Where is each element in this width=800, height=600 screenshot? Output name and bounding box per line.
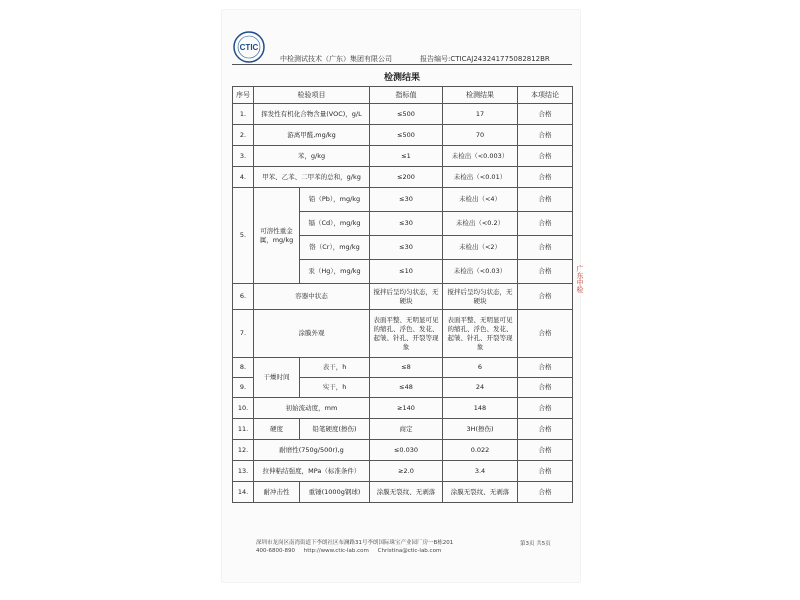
row-subitem: 表干，h — [300, 358, 370, 378]
row-no: 3. — [233, 146, 254, 167]
seal-stamp: 广东中检 — [576, 265, 584, 293]
row-conclusion: 合格 — [518, 236, 573, 260]
row-group: 可溶性重金属，mg/kg — [254, 188, 300, 284]
row-subitem: 重锤(1000g钢球) — [300, 482, 370, 503]
row-result: 6 — [443, 358, 518, 378]
row-no: 11. — [233, 419, 254, 440]
row-result: 24 — [443, 378, 518, 398]
row-result: 表面平整、无明显可见的缩孔、浮色、发花、起皱、针孔、开裂等现象 — [443, 310, 518, 358]
row-no: 13. — [233, 461, 254, 482]
row-spec: ≤500 — [370, 125, 443, 146]
row-conclusion: 合格 — [518, 188, 573, 212]
header-divider — [232, 64, 572, 65]
row-conclusion: 合格 — [518, 440, 573, 461]
results-table — [232, 86, 573, 503]
row-no: 9. — [233, 378, 254, 398]
row-spec: ≤30 — [370, 236, 443, 260]
footer-web: http://www.ctic-lab.com — [303, 548, 369, 554]
table-row — [233, 167, 573, 188]
row-subitem: 铬（Cr），mg/kg — [300, 236, 370, 260]
row-spec: ≤30 — [370, 212, 443, 236]
row-result: 涂膜无裂纹、无剥落 — [443, 482, 518, 503]
row-item: 初始流动度，mm — [254, 398, 370, 419]
row-result: 未检出（<2） — [443, 236, 518, 260]
row-conclusion: 合格 — [518, 212, 573, 236]
row-spec: 商定 — [370, 419, 443, 440]
row-spec: 表面平整、无明显可见的缩孔、浮色、发花、起皱、针孔、开裂等现象 — [370, 310, 443, 358]
row-item: 苯，g/kg — [254, 146, 370, 167]
row-conclusion: 合格 — [518, 310, 573, 358]
row-spec: ≥140 — [370, 398, 443, 419]
row-item: 拉伸粘结强度，MPa（标准条件） — [254, 461, 370, 482]
row-result: 搅拌后呈均匀状态，无硬块 — [443, 284, 518, 310]
table-row — [233, 419, 573, 440]
row-conclusion: 合格 — [518, 419, 573, 440]
row-spec: ≤30 — [370, 188, 443, 212]
table-row — [233, 482, 573, 503]
table-row — [233, 440, 573, 461]
row-spec: ≤8 — [370, 358, 443, 378]
row-spec: 涂膜无裂纹、无剥落 — [370, 482, 443, 503]
row-item: 容器中状态 — [254, 284, 370, 310]
row-conclusion: 合格 — [518, 284, 573, 310]
row-result: 0.022 — [443, 440, 518, 461]
row-result: 未检出（<0.01） — [443, 167, 518, 188]
page-title: 检测结果 — [383, 73, 420, 83]
row-conclusion: 合格 — [518, 398, 573, 419]
row-subitem: 镉（Cd），mg/kg — [300, 212, 370, 236]
footer-phone: 400-6800-890 — [256, 548, 295, 554]
row-group: 硬度 — [254, 419, 300, 440]
row-spec: ≤1 — [370, 146, 443, 167]
row-conclusion: 合格 — [518, 125, 573, 146]
table-row — [233, 146, 573, 167]
row-no: 8. — [233, 358, 254, 378]
table-row — [233, 461, 573, 482]
row-item: 挥发性有机化合物含量(VOC)，g/L — [254, 104, 370, 125]
row-conclusion: 合格 — [518, 378, 573, 398]
row-result: 17 — [443, 104, 518, 125]
row-result: 148 — [443, 398, 518, 419]
footer-address: 深圳市龙岗区南湾街道下李朗社区布澜路31号李朗国际珠宝产业园厂房一B栋201 — [256, 540, 454, 546]
page-number: 第3页 共5页 — [520, 541, 551, 547]
row-no: 5. — [233, 188, 254, 284]
row-no: 14. — [233, 482, 254, 503]
row-item: 涂膜外观 — [254, 310, 370, 358]
row-result: 未检出（<4） — [443, 188, 518, 212]
row-spec: ≤10 — [370, 260, 443, 284]
col-header-conclusion: 本项结论 — [518, 87, 573, 104]
row-conclusion: 合格 — [518, 358, 573, 378]
table-header-row — [233, 87, 573, 104]
table-row — [233, 398, 573, 419]
row-spec: ≤0.030 — [370, 440, 443, 461]
row-no: 12. — [233, 440, 254, 461]
col-header-spec: 指标值 — [370, 87, 443, 104]
col-header-result: 检测结果 — [443, 87, 518, 104]
table-row — [233, 104, 573, 125]
row-conclusion: 合格 — [518, 461, 573, 482]
row-conclusion: 合格 — [518, 146, 573, 167]
report-number: 报告编号:CTICAJ243241775082812BR — [420, 55, 550, 63]
row-spec: 搅拌后呈均匀状态，无硬块 — [370, 284, 443, 310]
row-subitem: 铅（Pb），mg/kg — [300, 188, 370, 212]
footer-email: Christina@ctic-lab.com — [377, 548, 442, 554]
row-no: 6. — [233, 284, 254, 310]
row-result: 3H(擦伤) — [443, 419, 518, 440]
row-item: 耐磨性(750g/500r),g — [254, 440, 370, 461]
table-row — [233, 188, 573, 212]
row-result: 未检出（<0.2） — [443, 212, 518, 236]
row-no: 10. — [233, 398, 254, 419]
row-subitem: 铅笔硬度(擦伤) — [300, 419, 370, 440]
row-result: 70 — [443, 125, 518, 146]
row-conclusion: 合格 — [518, 104, 573, 125]
row-result: 未检出（<0.003） — [443, 146, 518, 167]
col-header-no: 序号 — [233, 87, 254, 104]
row-spec: ≥2.0 — [370, 461, 443, 482]
table-row — [233, 310, 573, 358]
col-header-item: 检验项目 — [254, 87, 370, 104]
logo-text: CTIC — [239, 43, 259, 52]
row-result: 3.4 — [443, 461, 518, 482]
company-logo — [232, 30, 272, 64]
row-spec: ≤500 — [370, 104, 443, 125]
row-result: 未检出（<0.03） — [443, 260, 518, 284]
row-spec: ≤48 — [370, 378, 443, 398]
row-subitem: 实干，h — [300, 378, 370, 398]
table-row — [233, 125, 573, 146]
row-spec: ≤200 — [370, 167, 443, 188]
row-no: 7. — [233, 310, 254, 358]
row-no: 2. — [233, 125, 254, 146]
row-conclusion: 合格 — [518, 482, 573, 503]
row-conclusion: 合格 — [518, 260, 573, 284]
row-no: 4. — [233, 167, 254, 188]
row-no: 1. — [233, 104, 254, 125]
table-row — [233, 284, 573, 310]
company-name: 中检测试技术（广东）集团有限公司 — [280, 55, 392, 63]
row-group: 干燥时间 — [254, 358, 300, 398]
row-group: 耐冲击性 — [254, 482, 300, 503]
row-item: 游离甲醛,mg/kg — [254, 125, 370, 146]
footer-contacts — [256, 547, 574, 555]
row-conclusion: 合格 — [518, 167, 573, 188]
row-item: 甲苯、乙苯、二甲苯的总和，g/kg — [254, 167, 370, 188]
row-subitem: 汞（Hg），mg/kg — [300, 260, 370, 284]
table-row — [233, 358, 573, 378]
